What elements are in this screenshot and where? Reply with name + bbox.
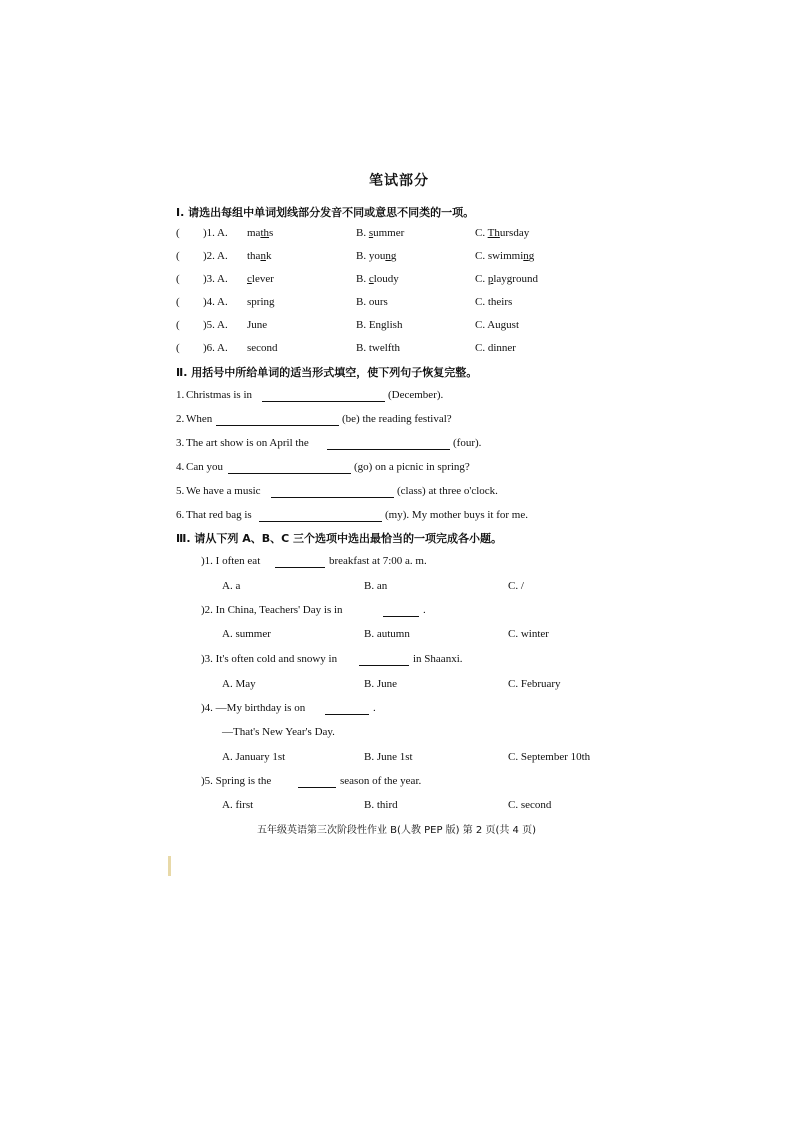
page-title: 笔试部分: [369, 173, 429, 189]
underlined-part: Th: [487, 227, 500, 239]
underlined-part: n: [260, 250, 266, 262]
option-a: [247, 296, 275, 308]
page-footer: 五年级英语第三次阶段性作业 B(人教 PEP 版) 第 2 页(共 4 页): [257, 825, 536, 836]
answer-paren: (: [176, 250, 180, 262]
choice-b[interactable]: B. third: [364, 799, 398, 811]
option-text: s: [269, 227, 274, 239]
sentence-number: 4.: [176, 461, 185, 473]
underlined-part: n: [385, 250, 391, 262]
question-number: )6. A.: [203, 342, 228, 354]
choice-a[interactable]: A. summer: [222, 628, 271, 640]
sentence-end: (December).: [388, 389, 444, 401]
sentence-number: 3.: [176, 437, 185, 449]
question-blank[interactable]: [275, 556, 325, 568]
section-1-heading: Ⅰ. 请选出每组中单词划线部分发音不同或意思不同类的一项。: [176, 206, 475, 219]
answer-paren: (: [176, 342, 180, 354]
option-text: B.: [356, 273, 369, 285]
option-text: B. you: [356, 250, 386, 262]
sentence-end: (four).: [453, 437, 482, 449]
choice-c[interactable]: C. /: [508, 580, 524, 592]
sentence-start: The art show is on April the: [186, 437, 309, 449]
option-a: [247, 227, 273, 239]
choice-a[interactable]: A. May: [222, 678, 256, 690]
option-text: k: [265, 250, 272, 262]
question-blank[interactable]: [383, 605, 419, 617]
choice-a[interactable]: A. a: [222, 580, 241, 592]
option-text: B.: [356, 227, 369, 239]
sentence-number: 6.: [176, 509, 185, 521]
choice-c[interactable]: C. September 10th: [508, 751, 591, 763]
question-number: )4. A.: [203, 296, 228, 308]
choice-b[interactable]: B. June 1st: [364, 751, 413, 763]
option-text: ma: [247, 227, 261, 239]
option-b: [356, 342, 400, 354]
option-a: [247, 250, 271, 262]
answer-paren: (: [176, 319, 180, 331]
fill-blank[interactable]: [327, 438, 450, 450]
option-text: B. English: [356, 319, 403, 331]
fill-blank[interactable]: [271, 486, 394, 498]
sentence-end: (my). My mother buys it for me.: [385, 509, 528, 521]
underlined-part: c: [247, 273, 252, 285]
option-text: C.: [475, 227, 488, 239]
option-text: g: [528, 250, 535, 262]
fill-blank[interactable]: [262, 390, 385, 402]
question-number: )2. A.: [203, 250, 228, 262]
option-text: June: [247, 319, 268, 331]
option-c: [475, 250, 534, 262]
section-2-heading: Ⅱ. 用括号中所给单词的适当形式填空，使下列句子恢复完整。: [176, 366, 478, 379]
fill-blank[interactable]: [216, 414, 339, 426]
question-text: )5. Spring is the: [201, 775, 272, 787]
underlined-part: s: [368, 227, 374, 239]
option-text: layground: [493, 273, 538, 285]
choice-c[interactable]: C. winter: [508, 628, 549, 640]
choice-b[interactable]: B. an: [364, 580, 388, 592]
option-text: ursday: [499, 227, 530, 239]
sentence-number: 1.: [176, 389, 185, 401]
option-text: C. dinner: [475, 342, 516, 354]
question-text: )4. —My birthday is on: [201, 702, 306, 714]
underlined-part: th: [260, 227, 270, 239]
question-text-end: .: [373, 702, 376, 714]
option-text: loudy: [373, 273, 399, 285]
sentence-start: Can you: [186, 461, 223, 473]
sentence-start: That red bag is: [186, 509, 252, 521]
section-3-heading: Ⅲ. 请从下列 A、B、C 三个选项中选出最恰当的一项完成各小题。: [176, 532, 503, 545]
answer-paren: (: [176, 273, 180, 285]
sentence-number: 5.: [176, 485, 185, 497]
sentence-end: (go) on a picnic in spring?: [354, 461, 470, 473]
option-c: [475, 319, 519, 331]
choice-a[interactable]: A. first: [222, 799, 254, 811]
option-b: [356, 273, 399, 285]
question-blank[interactable]: [359, 654, 409, 666]
choice-c[interactable]: C. second: [508, 799, 552, 811]
underlined-part: c: [368, 273, 374, 285]
option-a: [247, 319, 267, 331]
option-b: [356, 319, 402, 331]
sentence-end: (class) at three o'clock.: [397, 485, 498, 497]
sentence-number: 2.: [176, 413, 185, 425]
question-blank[interactable]: [325, 703, 369, 715]
question-blank[interactable]: [298, 776, 336, 788]
option-text: lever: [251, 273, 274, 285]
underlined-part: p: [487, 273, 494, 285]
choice-b[interactable]: B. June: [364, 678, 397, 690]
option-text: C.: [475, 273, 488, 285]
answer-paren: (: [176, 227, 180, 239]
option-c: [475, 273, 538, 285]
question-text: )3. It's often cold and snowy in: [201, 653, 338, 665]
option-text: tha: [247, 250, 261, 262]
option-c: [475, 342, 516, 354]
question-text: )2. In China, Teachers' Day is in: [201, 604, 343, 616]
option-a: [247, 273, 274, 285]
option-text: C. August: [475, 319, 520, 331]
option-text: spring: [247, 296, 275, 308]
fill-blank[interactable]: [259, 510, 382, 522]
option-c: [475, 227, 529, 239]
option-a: [247, 342, 278, 354]
fill-blank[interactable]: [228, 462, 351, 474]
option-b: [356, 250, 396, 262]
underlined-part: n: [523, 250, 529, 262]
option-c: [475, 296, 512, 308]
choice-c[interactable]: C. February: [508, 678, 561, 690]
option-text: second: [247, 342, 278, 354]
scan-mark: [168, 856, 171, 876]
option-text: B. twelfth: [356, 342, 400, 354]
sentence-start: Christmas is in: [186, 389, 253, 401]
option-text: C. swimmi: [475, 250, 524, 262]
option-text: B. ours: [356, 296, 388, 308]
option-b: [356, 227, 404, 239]
question-number: )1. A.: [203, 227, 228, 239]
option-text: g: [390, 250, 397, 262]
question-text-end: .: [423, 604, 426, 616]
question-number: )5. A.: [203, 319, 228, 331]
sentence-start: We have a music: [186, 485, 261, 497]
dialogue-reply: —That's New Year's Day.: [222, 726, 335, 738]
option-text: C. theirs: [475, 296, 513, 308]
option-text: ummer: [373, 227, 405, 239]
question-number: )3. A.: [203, 273, 228, 285]
question-text: )1. I often eat: [201, 555, 261, 567]
option-b: [356, 296, 388, 308]
answer-paren: (: [176, 296, 180, 308]
sentence-start: When: [186, 413, 213, 425]
question-text-end: in Shaanxi.: [413, 653, 463, 665]
question-text-end: breakfast at 7:00 a. m.: [329, 555, 427, 567]
sentence-end: (be) the reading festival?: [342, 413, 452, 425]
choice-b[interactable]: B. autumn: [364, 628, 410, 640]
question-text-end: season of the year.: [340, 775, 422, 787]
choice-a[interactable]: A. January 1st: [222, 751, 286, 763]
